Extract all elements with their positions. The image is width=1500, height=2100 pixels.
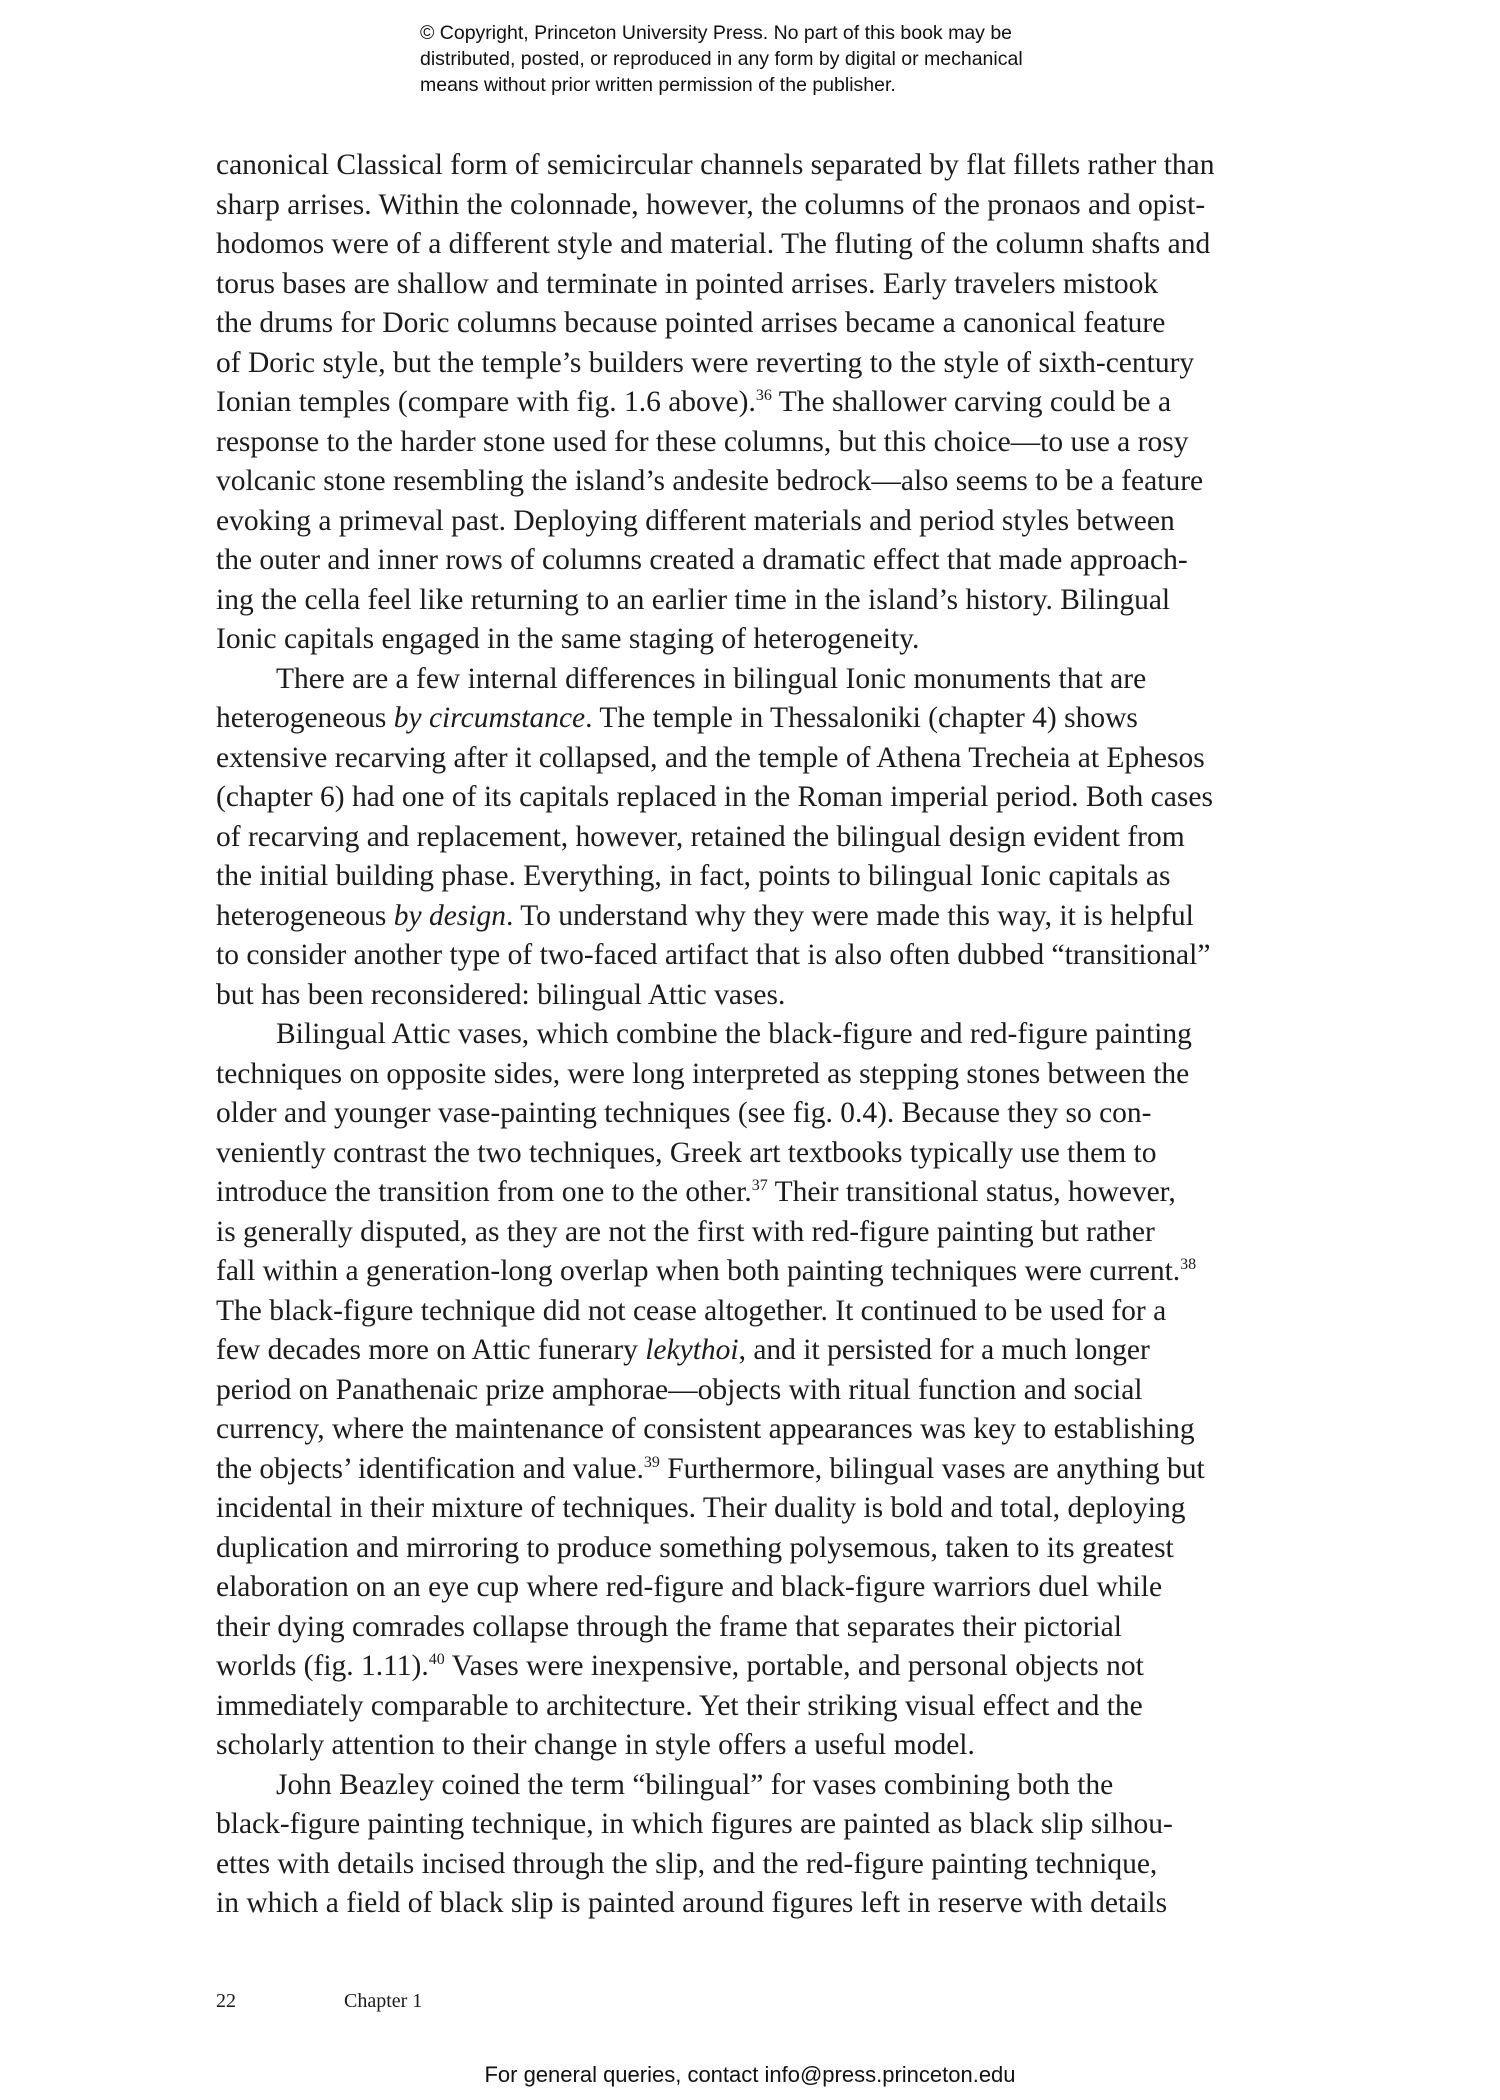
text-run: extensive recarving after it collapsed, and the temple of Athena Trecheia at Ephesos [216,741,1205,774]
text-run: heterogeneous [216,899,394,932]
text-run: Their transitional status, however, [767,1176,1176,1208]
text-run: (chapter 6) had one of its capitals replaced in the Roman imperial period. Both cases [216,781,1213,813]
text-line [216,1687,1316,1727]
text-run: but has been reconsidered: bilingual Attic vases. [216,978,786,1011]
text-run: older and younger vase-painting techniques (see fig. 0.4). Because they so con- [216,1097,1152,1129]
text-line [216,1608,1316,1648]
text-line [216,186,1316,226]
italic-term: by design [393,899,506,932]
text-line [216,857,1316,897]
text-line [216,1884,1316,1924]
text-run: their dying comrades collapse through the frame that separates their pictorial [216,1610,1122,1643]
text-run: . To understand why they were made this way, it is helpful [506,899,1194,932]
text-line [216,620,1316,660]
text-run: hodomos were of a different style and material. The fluting of the column shafts and [216,228,1211,260]
text-run: torus bases are shallow and terminate in pointed arrises. Early travelers mistook [216,267,1159,300]
text-run: There are a few internal differences in bilingual Ionic monuments that are [276,662,1147,695]
text-line [216,1568,1316,1608]
text-line [216,1371,1316,1411]
text-run: the initial building phase. Everything, in fact, points to bilingual Ionic capitals as [216,860,1171,892]
text-run: to consider another type of two-faced artifact that is also often dubbed “transitional” [216,939,1211,971]
text-run: currency, where the maintenance of consistent appearances was key to establishing [216,1413,1195,1445]
text-run: The black-figure technique did not cease altogether. It continued to be used for a [216,1294,1167,1327]
text-line [216,344,1316,384]
text-run: ettes with details incised through the slip, and the red-figure painting technique, [216,1847,1158,1880]
text-line [216,1726,1316,1766]
copyright-notice [420,20,1180,98]
text-run: scholarly attention to their change in style offers a useful model. [216,1729,975,1761]
page-number: 22 [216,1990,236,2012]
text-line [216,699,1316,739]
text-run: the objects’ identification and value. [216,1452,644,1485]
text-run: canonical Classical form of semicircular channels separated by flat fillets rather than [216,149,1215,181]
text-run: Vases were inexpensive, portable, and personal objects not [444,1650,1144,1682]
text-line [216,1213,1316,1253]
italic-term: lekythoi [645,1334,739,1366]
text-line [216,1094,1316,1134]
footnote-ref: 40 [428,1651,445,1668]
text-line [216,1845,1316,1885]
text-run: techniques on opposite sides, were long interpreted as stepping stones between the [216,1057,1190,1090]
copyright-line: distributed, posted, or reproduced in any form by digital or mechanical [420,48,1023,70]
text-run: the drums for Doric columns because pointed arrises became a canonical feature [216,307,1166,339]
footnote-ref: 36 [755,387,772,404]
text-line [216,265,1316,305]
text-line [216,976,1316,1016]
footnote-ref: 39 [643,1453,660,1471]
text-line [216,897,1316,937]
text-line [216,383,1316,423]
text-line [216,936,1316,976]
text-run: veniently contrast the two techniques, Greek art textbooks typically use them to [216,1136,1157,1169]
text-line [216,1450,1316,1490]
text-line [216,660,1316,700]
text-line [216,1015,1316,1055]
footnote-ref: 38 [1180,1256,1197,1273]
text-line [216,462,1316,502]
text-line [216,1489,1316,1529]
text-line [216,1647,1316,1687]
text-run: is generally disputed, as they are not the first with red-figure painting but rather [216,1215,1155,1248]
text-line [216,541,1316,581]
footnote-ref: 37 [751,1177,768,1194]
text-line [216,502,1316,542]
running-footer-chapter: Chapter 1 [344,1990,423,2012]
text-run: in which a field of black slip is painted around figures left in reserve with details [216,1887,1168,1919]
text-run: evoking a primeval past. Deploying different materials and period styles between [216,504,1175,537]
text-line [216,739,1316,779]
text-run: response to the harder stone used for these columns, but this choice—to use a rosy [216,425,1189,458]
text-run: John Beazley coined the term “bilingual” for vases combining both the [276,1768,1114,1801]
text-run: period on Panathenaic prize amphorae—objects with ritual function and social [216,1373,1143,1406]
text-run: incidental in their mixture of techniques. Their duality is bold and total, deploying [216,1492,1186,1524]
text-line [216,1805,1316,1845]
text-line [216,778,1316,818]
text-line [216,1331,1316,1371]
text-run: Bilingual Attic vases, which combine the black-figure and red-figure painting [276,1018,1192,1050]
text-line [216,1410,1316,1450]
text-line [216,1134,1316,1174]
text-run: of Doric style, but the temple’s builders were reverting to the style of sixth-century [216,346,1195,379]
text-run: introduce the transition from one to the other. [216,1176,752,1208]
text-run: Furthermore, bilingual vases are anything but [659,1452,1205,1485]
text-line [216,1766,1316,1806]
body-text [216,146,1316,1924]
text-run: duplication and mirroring to produce something polysemous, taken to its greatest [216,1531,1174,1564]
text-run: Ionic capitals engaged in the same staging of heterogeneity. [216,623,920,655]
text-run: sharp arrises. Within the colonnade, however, the columns of the pronaos and opist- [216,188,1206,221]
text-line [216,581,1316,621]
text-run: , and it persisted for a much longer [738,1334,1150,1366]
text-run: the outer and inner rows of columns created a dramatic effect that made approach- [216,544,1188,576]
italic-term: by circumstance [393,702,586,734]
text-line [216,146,1316,186]
text-run: immediately comparable to architecture. Yet their striking visual effect and the [216,1689,1143,1722]
text-run: few decades more on Attic funerary [216,1334,646,1366]
text-run: ing the cella feel like returning to an earlier time in the island’s history. Bilingual [216,583,1171,616]
text-run: elaboration on an eye cup where red-figure and black-figure warriors duel while [216,1571,1163,1603]
text-line [216,423,1316,463]
text-run: The shallower carving could be a [771,386,1172,418]
text-line [216,225,1316,265]
text-run: fall within a generation-long overlap when both painting techniques were current. [216,1255,1181,1287]
text-line [216,1173,1316,1213]
text-run: of recarving and replacement, however, retained the bilingual design evident from [216,820,1185,853]
text-run: . The temple in Thessaloniki (chapter 4) shows [585,702,1138,734]
text-run: volcanic stone resembling the island’s andesite bedrock—also seems to be a feature [216,465,1204,497]
contact-notice: For general queries, contact info@press.princeton.edu [484,2062,1016,2087]
text-line [216,818,1316,858]
text-run: black-figure painting technique, in which figures are painted as black slip silhou- [216,1808,1173,1840]
text-run: Ionian temples (compare with fig. 1.6 above). [216,386,756,418]
copyright-line: means without prior written permission of the publisher. [420,74,896,96]
text-line [216,1252,1316,1292]
text-line [216,1529,1316,1569]
text-line [216,1292,1316,1332]
text-line [216,304,1316,344]
copyright-line: © Copyright, Princeton University Press. No part of this book may be [420,22,1013,44]
text-run: worlds (fig. 1.11). [216,1650,429,1682]
text-run: heterogeneous [216,702,394,734]
text-line [216,1055,1316,1095]
